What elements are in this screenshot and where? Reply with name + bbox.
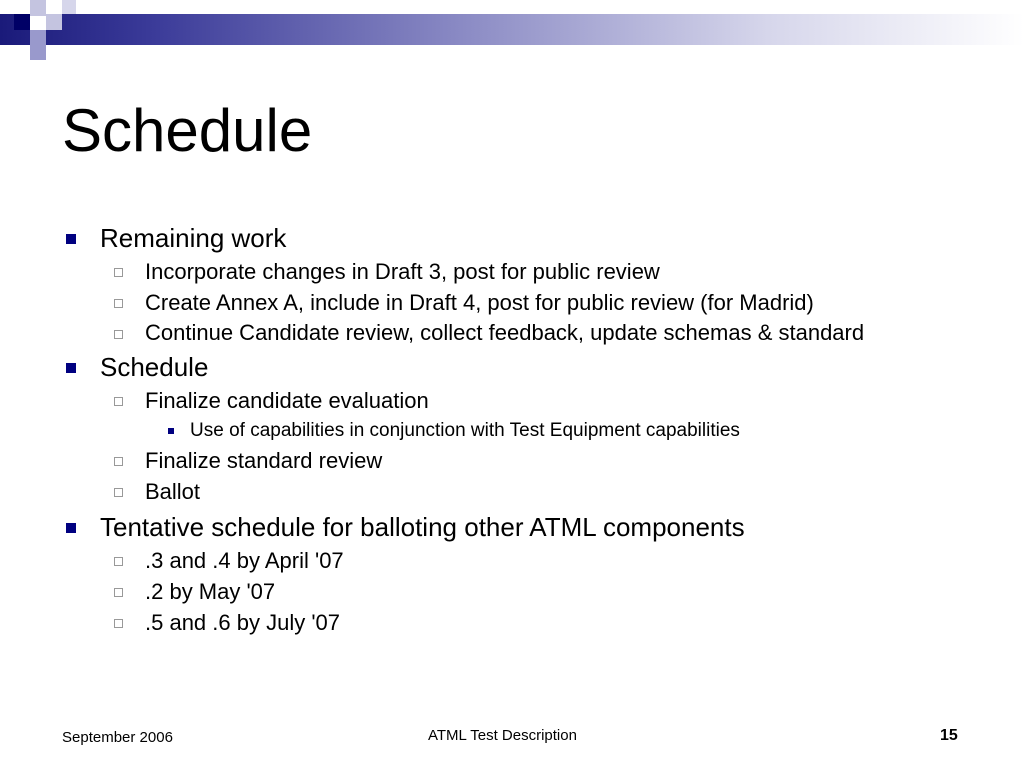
bullet-text: Tentative schedule for balloting other ATML components <box>100 512 745 542</box>
bullet-text: Use of capabilities in conjunction with Test Equipment capabilities <box>190 420 740 441</box>
bullet-text: Continue Candidate review, collect feedback, update schemas & standard <box>145 320 865 345</box>
bullet-level1 <box>62 351 962 383</box>
header-square-light <box>62 0 76 14</box>
square-bullet-icon <box>66 523 76 533</box>
bullet-level2 <box>62 259 962 285</box>
bullet-level1 <box>62 511 962 543</box>
bullet-level2 <box>62 548 962 574</box>
header-square-white <box>30 16 46 30</box>
header-square-light <box>46 14 62 30</box>
hollow-square-bullet-icon <box>114 299 123 308</box>
hollow-square-bullet-icon <box>114 330 123 339</box>
bullet-text: Remaining work <box>100 223 287 253</box>
header-square-light <box>30 0 46 16</box>
footer-date: September 2006 <box>62 729 173 746</box>
bullet-level2 <box>62 579 962 605</box>
square-bullet-icon <box>66 234 76 244</box>
header-square-mid <box>30 46 46 60</box>
bullet-text: Schedule <box>100 352 209 382</box>
hollow-square-bullet-icon <box>114 488 123 497</box>
header-square-mid <box>30 30 46 46</box>
slide-content <box>62 222 962 636</box>
page-number: 15 <box>940 727 958 744</box>
bullet-level2 <box>62 448 962 474</box>
bullet-level2 <box>62 321 962 345</box>
square-bullet-icon <box>66 363 76 373</box>
header-decoration <box>0 0 1024 60</box>
bullet-text: Finalize standard review <box>145 448 383 473</box>
bullet-text: Incorporate changes in Draft 3, post for public review <box>145 259 660 284</box>
bullet-level3 <box>62 419 962 443</box>
header-gradient-bar <box>0 14 1024 45</box>
bullet-text: .2 by May '07 <box>145 579 276 604</box>
hollow-square-bullet-icon <box>114 397 123 406</box>
small-square-bullet-icon <box>168 428 174 434</box>
bullet-level2 <box>62 610 962 636</box>
hollow-square-bullet-icon <box>114 588 123 597</box>
slide-title: Schedule <box>62 97 313 164</box>
bullet-text: Ballot <box>145 479 201 504</box>
bullet-text: .5 and .6 by July '07 <box>145 610 340 635</box>
bullet-level2 <box>62 479 962 505</box>
hollow-square-bullet-icon <box>114 557 123 566</box>
bullet-text: Create Annex A, include in Draft 4, post for public review (for Madrid) <box>145 290 814 315</box>
hollow-square-bullet-icon <box>114 457 123 466</box>
bullet-text: .3 and .4 by April '07 <box>145 548 344 573</box>
footer-title: ATML Test Description <box>428 727 577 744</box>
bullet-level2 <box>62 290 962 316</box>
hollow-square-bullet-icon <box>114 619 123 628</box>
bullet-text: Finalize candidate evaluation <box>145 388 429 413</box>
header-square-dark <box>14 14 30 30</box>
bullet-level2 <box>62 388 962 414</box>
hollow-square-bullet-icon <box>114 268 123 277</box>
bullet-level1 <box>62 222 962 254</box>
